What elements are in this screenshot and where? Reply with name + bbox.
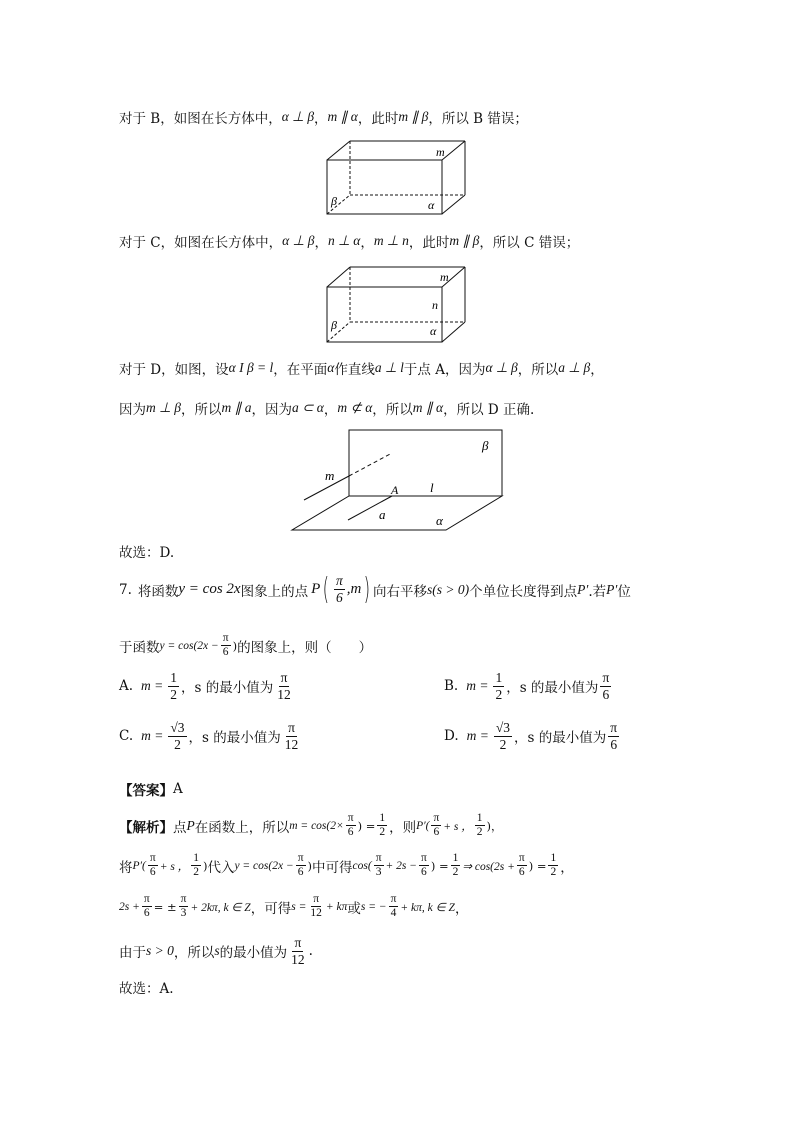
math: + kπ bbox=[325, 900, 348, 913]
math: α I β = l bbox=[228, 360, 274, 375]
text: 因为 bbox=[119, 402, 146, 418]
line-option-d-analysis-1 bbox=[119, 358, 604, 378]
text: 将 bbox=[119, 859, 133, 876]
math: P′ bbox=[606, 581, 618, 597]
text: ， bbox=[360, 235, 374, 251]
math: + kπ, k ∈ Z bbox=[400, 901, 455, 914]
text: 作直线 bbox=[334, 362, 375, 378]
math: y = cos(2x − bbox=[234, 859, 294, 872]
math: s(s > 0) bbox=[427, 581, 470, 597]
option-a[interactable] bbox=[119, 670, 295, 702]
text: ，所以 bbox=[372, 402, 413, 418]
math: n ⊥ α bbox=[327, 233, 361, 248]
text: ，在平面 bbox=[273, 362, 328, 378]
math: a ⊥ β bbox=[558, 360, 591, 375]
math: + 2kπ, k ∈ Z bbox=[190, 901, 251, 914]
fraction: $\frac{1}{2}$ bbox=[550, 852, 557, 879]
math: + s ， bbox=[443, 820, 473, 833]
label-A: A bbox=[391, 483, 399, 497]
text: ，则 bbox=[389, 819, 417, 836]
math: P′( bbox=[132, 859, 146, 872]
answer-label: 【答案】 bbox=[119, 783, 173, 799]
paren: ) bbox=[363, 572, 371, 607]
option-label: B. bbox=[444, 678, 459, 695]
math: m = bbox=[466, 678, 489, 694]
text: 中可得 bbox=[312, 859, 353, 876]
line-option-c-analysis bbox=[119, 231, 579, 251]
math: s = − bbox=[360, 900, 387, 913]
math: m = bbox=[141, 728, 164, 744]
conclusion-d bbox=[119, 541, 174, 561]
fraction: $\frac{\pi}{6}$ bbox=[297, 852, 304, 879]
math: α ⊥ β bbox=[281, 109, 315, 124]
label-alpha: α bbox=[436, 513, 443, 528]
text: 点 bbox=[173, 819, 187, 836]
paren: ( bbox=[322, 572, 330, 607]
label-m: m bbox=[325, 468, 335, 483]
question-7-line-1 bbox=[119, 572, 631, 607]
math: m ∥ α bbox=[327, 109, 358, 124]
math: m ∥ α bbox=[412, 400, 444, 415]
math: α bbox=[327, 360, 335, 375]
label-beta: β bbox=[331, 318, 337, 332]
fraction: $\frac{\pi}{6}$ bbox=[143, 893, 150, 920]
label-alpha: α bbox=[428, 198, 435, 212]
label-n: n bbox=[432, 298, 438, 312]
fraction: $\frac{1}{2}$ bbox=[193, 852, 199, 879]
label-m: m bbox=[436, 145, 445, 159]
text: 对于 D，如图，设 bbox=[119, 362, 229, 378]
math: ) bbox=[307, 858, 313, 873]
fraction: $\frac{\pi}{6}$ bbox=[347, 812, 354, 839]
fraction: $\frac{\pi}{4}$ bbox=[390, 893, 397, 920]
text: ， bbox=[314, 235, 328, 251]
fraction: $\frac{\pi}{12}$ bbox=[291, 935, 305, 967]
text: 将函数 bbox=[137, 583, 179, 600]
text: 于函数 bbox=[119, 639, 160, 656]
math: m ⊥ n bbox=[373, 233, 409, 248]
figure-planes-d bbox=[288, 424, 510, 534]
text: 由于 bbox=[119, 945, 146, 962]
math: m = bbox=[466, 728, 489, 744]
math: s = bbox=[291, 900, 307, 913]
analysis-label: 【解析】 bbox=[119, 819, 173, 836]
fraction: $\frac{√3}{2}$ bbox=[170, 720, 185, 752]
answer-line bbox=[119, 779, 183, 799]
fraction: $\frac{1}{2}$ bbox=[379, 812, 386, 839]
text: 于点 A，因为 bbox=[403, 362, 486, 378]
text: 故选：A. bbox=[119, 981, 174, 997]
fraction: $\frac{\pi}{6}$ bbox=[518, 852, 525, 879]
math: m ⊄ α bbox=[337, 400, 373, 415]
answer-value: A bbox=[173, 781, 183, 797]
fraction: $\frac{\pi}{6}$ bbox=[222, 632, 229, 659]
label-alpha: α bbox=[430, 324, 437, 338]
text: ，因为 bbox=[251, 402, 292, 418]
math: + s ， bbox=[159, 860, 190, 873]
text: ，所以 bbox=[173, 945, 215, 962]
math: ) = bbox=[528, 858, 547, 873]
label-m: m bbox=[440, 270, 449, 284]
line-option-d-analysis-2 bbox=[119, 398, 534, 418]
math: y = cos 2x bbox=[178, 581, 241, 597]
analysis-line-3 bbox=[119, 893, 468, 920]
figure-box-c bbox=[320, 262, 472, 346]
text: ，所以 bbox=[517, 362, 559, 378]
text: .若 bbox=[588, 583, 607, 600]
text: 图象上的点 bbox=[240, 583, 309, 600]
line-option-b-analysis bbox=[119, 107, 528, 127]
option-label: A. bbox=[119, 678, 134, 695]
text: ， bbox=[314, 111, 328, 127]
text: . bbox=[308, 943, 313, 960]
label-beta: β bbox=[482, 438, 489, 453]
text: 向右平移 bbox=[373, 583, 428, 600]
text: ， bbox=[560, 859, 574, 876]
text: ，可得 bbox=[250, 900, 292, 917]
text: ，所以 C 错误； bbox=[479, 235, 580, 251]
text: 对于 C，如图在长方体中， bbox=[119, 235, 283, 251]
math: P bbox=[311, 581, 321, 597]
math: ) bbox=[232, 638, 238, 653]
text: 对于 B，如图在长方体中， bbox=[119, 111, 282, 127]
analysis-line-1 bbox=[119, 812, 503, 839]
fraction: $\frac{1}{2}$ bbox=[452, 852, 459, 879]
text: 故选：D. bbox=[119, 545, 175, 561]
math: m ∥ a bbox=[221, 400, 252, 415]
text: ，此时 bbox=[408, 235, 450, 251]
analysis-line-2 bbox=[119, 852, 574, 879]
math: s bbox=[214, 943, 220, 959]
fraction: $\frac{1}{2}$ bbox=[476, 812, 483, 839]
math: ,m bbox=[346, 581, 362, 597]
math: a ⊂ α bbox=[291, 400, 324, 415]
text: 或 bbox=[347, 900, 361, 917]
math: m = bbox=[141, 678, 164, 694]
option-c[interactable] bbox=[119, 720, 302, 752]
analysis-line-4 bbox=[119, 935, 313, 967]
math: s > 0 bbox=[146, 943, 174, 959]
fraction: $\frac{1}{2}$ bbox=[170, 670, 178, 702]
conclusion-a bbox=[119, 977, 174, 997]
math: y = cos(2x − bbox=[159, 639, 219, 652]
math: P bbox=[186, 817, 195, 833]
fraction: $\frac{\pi}{6}$ bbox=[602, 670, 610, 702]
fraction: $\frac{\pi}{6}$ bbox=[610, 720, 618, 752]
option-label: C. bbox=[119, 728, 134, 745]
text: ，此时 bbox=[357, 111, 399, 127]
fraction: $\frac{1}{2}$ bbox=[495, 670, 503, 702]
text: ，s 的最小值为 bbox=[181, 680, 274, 697]
fraction: $\frac{\pi}{6}$ bbox=[149, 852, 156, 879]
math: m ∥ β bbox=[449, 233, 480, 248]
math: α ⊥ β bbox=[485, 360, 518, 375]
fraction: $\frac{\pi}{12}$ bbox=[277, 670, 291, 702]
text: 代入 bbox=[207, 859, 235, 876]
math: 2s + bbox=[119, 900, 140, 913]
math: ) = bbox=[357, 818, 376, 833]
math: + 2s − bbox=[385, 859, 417, 872]
option-label: D. bbox=[444, 728, 459, 745]
text: 的图象上，则（ ） bbox=[237, 639, 373, 656]
fraction: $\frac{\pi}{6}$ bbox=[421, 852, 427, 879]
figure-box-b bbox=[320, 136, 472, 218]
fraction: $\frac{\pi}{6}$ bbox=[335, 573, 343, 605]
text: 的最小值为 bbox=[219, 945, 288, 962]
math: P′ bbox=[577, 581, 589, 597]
math: m ∥ β bbox=[398, 109, 429, 124]
fraction: $\frac{\pi}{3}$ bbox=[375, 852, 382, 879]
text: 在函数上，所以 bbox=[194, 819, 290, 836]
fraction: $\frac{\pi}{12}$ bbox=[284, 720, 299, 752]
math: cos( bbox=[352, 859, 372, 872]
math: m ⊥ β bbox=[146, 400, 181, 415]
label-a: a bbox=[379, 507, 386, 522]
text: ，所以 D 正确. bbox=[443, 402, 535, 418]
text: ， bbox=[590, 362, 604, 378]
math: ) = bbox=[430, 858, 449, 873]
option-d[interactable] bbox=[444, 720, 621, 752]
math: ⇒ cos(2s + bbox=[462, 860, 515, 873]
fraction: $\frac{\pi}{3}$ bbox=[180, 893, 187, 920]
option-b[interactable] bbox=[444, 670, 613, 702]
text: ，s 的最小值为 bbox=[506, 680, 599, 697]
question-7-line-2 bbox=[119, 632, 372, 659]
text: ， bbox=[454, 900, 469, 917]
text: ，所以 B 错误； bbox=[428, 111, 528, 127]
label-beta: β bbox=[331, 194, 337, 208]
fraction: $\frac{√3}{2}$ bbox=[495, 720, 511, 752]
question-number: 7. bbox=[119, 581, 132, 598]
math: P′( bbox=[416, 819, 430, 832]
fraction: $\frac{\pi}{12}$ bbox=[310, 893, 322, 920]
text: 个单位长度得到点 bbox=[469, 583, 578, 600]
math: = ± bbox=[153, 899, 177, 914]
text: ，s 的最小值为 bbox=[514, 730, 607, 747]
text: ， bbox=[323, 402, 338, 418]
math: α ⊥ β bbox=[282, 233, 315, 248]
label-l: l bbox=[430, 480, 434, 495]
math: ) bbox=[202, 858, 208, 873]
text: ，所以 bbox=[180, 402, 222, 418]
math: m = cos(2× bbox=[289, 819, 344, 832]
math: )， bbox=[486, 818, 503, 833]
text: 位 bbox=[617, 583, 631, 600]
fraction: $\frac{\pi}{6}$ bbox=[433, 812, 440, 839]
text: ，s 的最小值为 bbox=[188, 730, 281, 747]
math: a ⊥ l bbox=[374, 360, 404, 375]
